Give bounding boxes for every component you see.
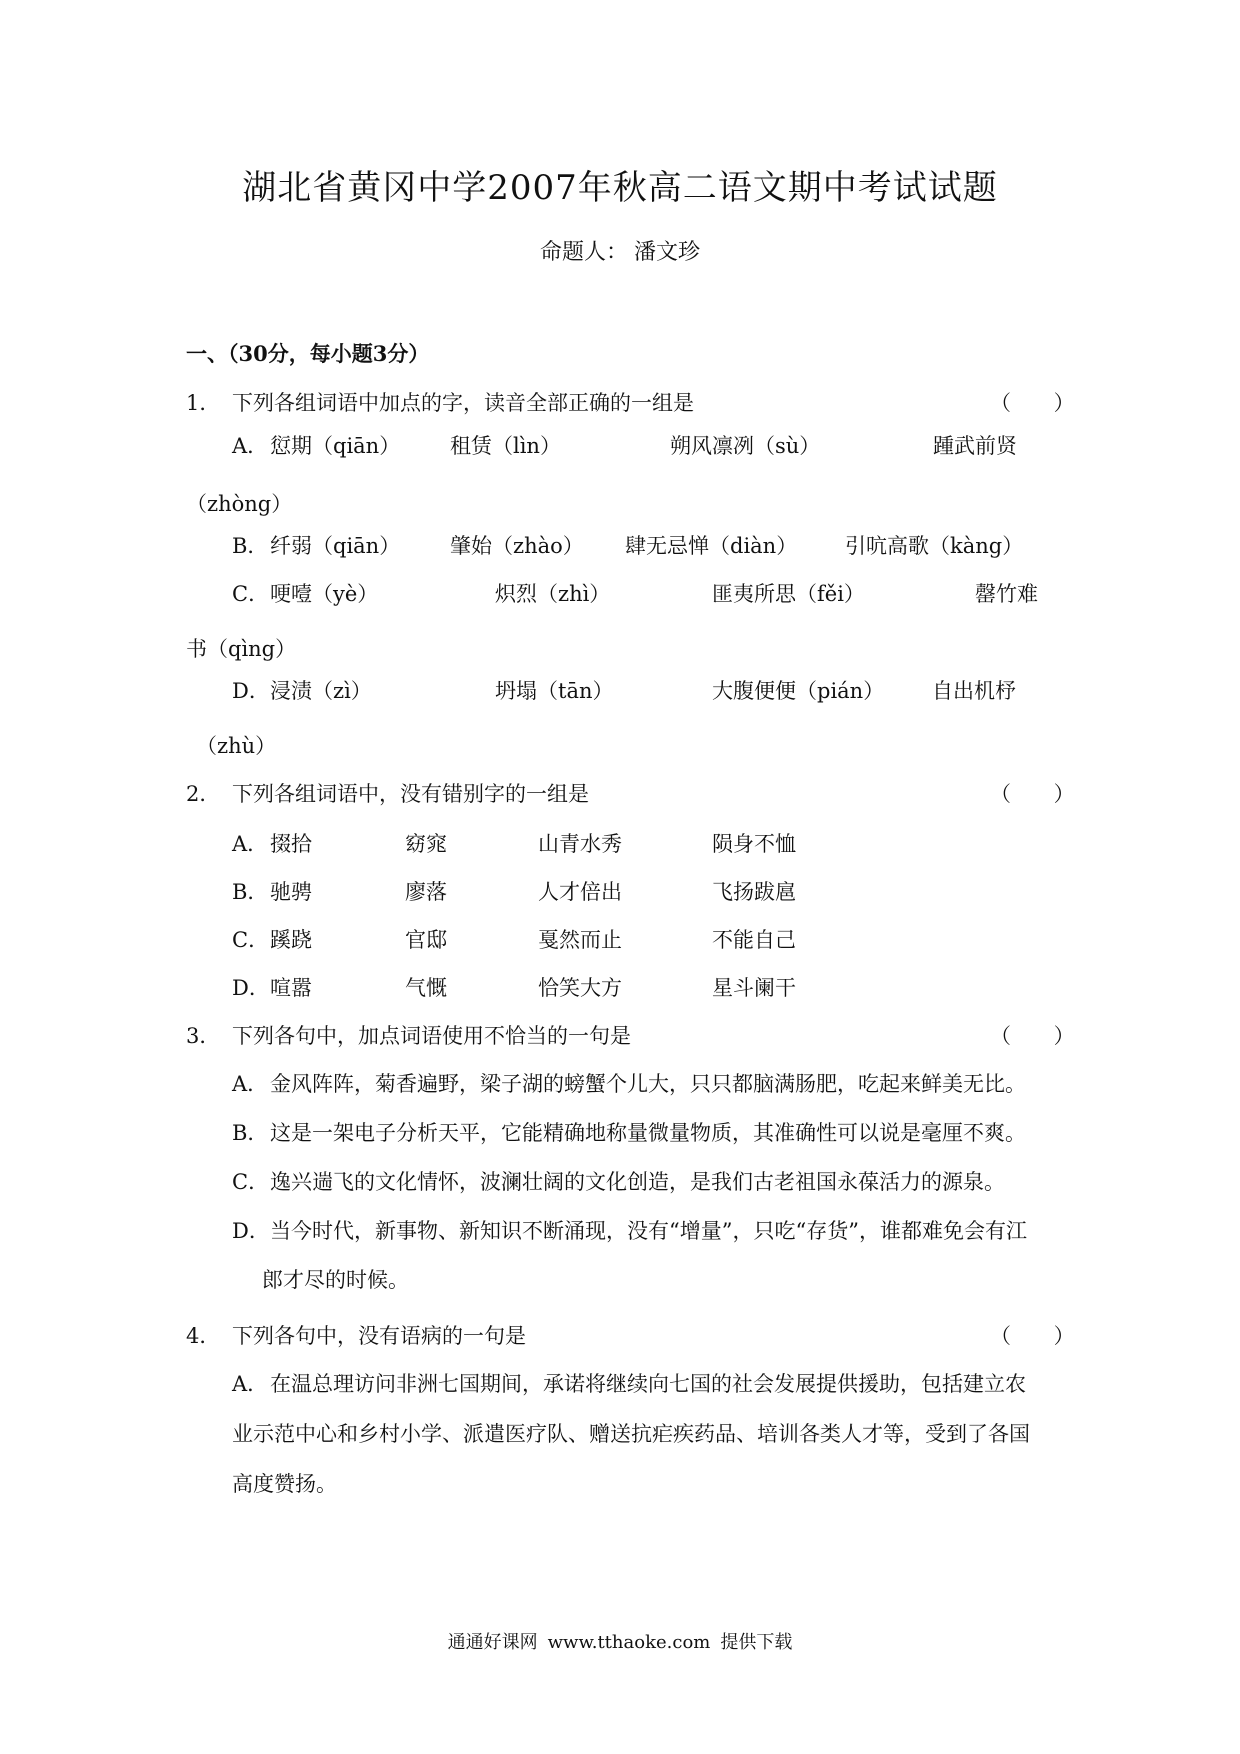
q1-c-item: 哽噎（yè）	[270, 582, 379, 606]
question-text: 下列各句中，加点词语使用不恰当的一句是	[232, 1024, 631, 1048]
q2-option-b	[232, 876, 270, 906]
option-label: B．	[232, 1121, 269, 1145]
q4-a-line: 业示范中心和乡村小学、派遣医疗队、赠送抗疟疾药品、培训各类人才等，受到了各国	[232, 1422, 1030, 1446]
q1-a-item: 愆期（qiān）	[270, 434, 401, 458]
q3-option-b	[232, 1117, 1026, 1147]
q1-a-wrap: （zhòng）	[186, 492, 293, 516]
q3-option-d	[232, 1215, 1027, 1245]
option-text: 这是一架电子分析天平，它能精确地称量微量物质，其准确性可以说是毫厘不爽。	[270, 1121, 1026, 1145]
q1-c-item: 罄竹难	[975, 582, 1038, 606]
page-footer	[0, 1628, 1240, 1654]
q2-d-item: 恰笑大方	[538, 976, 622, 1000]
option-label: C．	[232, 1170, 270, 1194]
q1-b-item: 纤弱（qiān）	[270, 534, 401, 558]
q2-c-item: 不能自己	[712, 928, 796, 952]
q2-option-a	[232, 828, 270, 858]
option-label: C．	[232, 582, 270, 606]
page-title: 湖北省黄冈中学2007年秋高二语文期中考试试题	[242, 168, 998, 208]
question-number: 1．	[186, 391, 221, 415]
answer-paren: （ ）	[990, 391, 1093, 415]
question-1-stem	[186, 387, 694, 417]
q1-option-b	[232, 530, 270, 560]
option-label: A．	[232, 434, 269, 458]
answer-paren: （ ）	[990, 1324, 1093, 1348]
author-name: 潘文珍	[634, 240, 701, 265]
author-line	[0, 235, 1240, 266]
option-label: A．	[232, 832, 269, 856]
q1-d-item: 大腹便便（pián）	[712, 679, 885, 703]
question-text: 下列各组词语中加点的字，读音全部正确的一组是	[232, 391, 694, 415]
q2-option-c	[232, 924, 270, 954]
footer-suffix: 提供下载	[720, 1632, 793, 1653]
option-label: B．	[232, 534, 269, 558]
q4-option-a	[232, 1368, 1026, 1398]
question-text: 下列各句中，没有语病的一句是	[232, 1324, 526, 1348]
q1-a-item: 踵武前贤	[933, 434, 1017, 458]
q1-option-a	[232, 430, 270, 460]
answer-paren: （ ）	[990, 782, 1093, 806]
q2-b-item: 人才倍出	[538, 880, 622, 904]
question-text: 下列各组词语中，没有错别字的一组是	[232, 782, 589, 806]
q1-c-item: 匪夷所思（fěi）	[712, 582, 865, 606]
question-2-stem	[186, 778, 589, 808]
question-number: 4．	[186, 1324, 221, 1348]
q1-d-item: 坍塌（tān）	[495, 679, 614, 703]
q2-c-item: 蹊跷	[270, 928, 312, 952]
q2-c-item: 戛然而止	[538, 928, 622, 952]
q1-d-wrap: （zhù）	[196, 734, 277, 758]
option-text: 金风阵阵，菊香遍野，梁子湖的螃蟹个儿大，只只都脑满肠肥，吃起来鲜美无比。	[270, 1072, 1026, 1096]
option-text: 逸兴遄飞的文化情怀，波澜壮阔的文化创造，是我们古老祖国永葆活力的源泉。	[270, 1170, 1005, 1194]
q2-a-item: 窈窕	[405, 832, 447, 856]
q2-b-item: 廖落	[405, 880, 447, 904]
question-number: 2．	[186, 782, 221, 806]
q1-d-item: 自出机杼	[932, 679, 1016, 703]
option-label: D．	[232, 976, 270, 1000]
question-number: 3．	[186, 1024, 221, 1048]
q2-b-item: 驰骋	[270, 880, 312, 904]
q2-d-item: 气慨	[405, 976, 447, 1000]
q1-d-item: 浸渍（zì）	[270, 679, 372, 703]
q4-a-line: 高度赞扬。	[232, 1472, 337, 1496]
answer-paren: （ ）	[990, 1024, 1093, 1048]
q1-option-d	[232, 675, 270, 705]
option-label: D．	[232, 1219, 270, 1243]
q2-c-item: 官邸	[405, 928, 447, 952]
q2-a-item: 掇拾	[270, 832, 312, 856]
q1-a-item: 朔风凛冽（sù）	[670, 434, 821, 458]
q1-a-item: 租赁（lìn）	[450, 434, 561, 458]
q1-b-item: 肇始（zhào）	[450, 534, 584, 558]
q1-c-item: 炽烈（zhì）	[495, 582, 611, 606]
option-label: A．	[232, 1372, 269, 1396]
q1-c-wrap: 书（qìng）	[186, 637, 297, 661]
q2-option-d	[232, 972, 270, 1002]
q2-d-item: 喧嚣	[270, 976, 312, 1000]
q3-option-a	[232, 1068, 1026, 1098]
option-label: D．	[232, 679, 270, 703]
question-3-stem	[186, 1020, 631, 1050]
q2-b-item: 飞扬跋扈	[712, 880, 796, 904]
option-text-line: 在温总理访问非洲七国期间，承诺将继续向七国的社会发展提供援助，包括建立农	[270, 1372, 1026, 1396]
author-label: 命题人：	[539, 240, 628, 265]
question-4-stem	[186, 1320, 526, 1350]
section-heading: 一、（30分，每小题3分）	[186, 341, 430, 366]
q1-option-c	[232, 578, 270, 608]
q3-d-wrap: 郎才尽的时候。	[262, 1268, 409, 1292]
q1-b-item: 肆无忌惮（diàn）	[625, 534, 798, 558]
footer-site-name: 通通好课网	[447, 1632, 538, 1653]
footer-url: www.tthaoke.com	[547, 1632, 711, 1653]
option-label: A．	[232, 1072, 269, 1096]
option-label: B．	[232, 880, 269, 904]
option-text: 当今时代，新事物、新知识不断涌现，没有“增量”，只吃“存货”，谁都难免会有江	[270, 1219, 1027, 1243]
option-label: C．	[232, 928, 270, 952]
q3-option-c	[232, 1166, 1005, 1196]
q2-a-item: 山青水秀	[538, 832, 622, 856]
q2-d-item: 星斗阑干	[712, 976, 796, 1000]
q1-b-item: 引吭高歌（kàng）	[845, 534, 1024, 558]
q2-a-item: 陨身不恤	[712, 832, 796, 856]
